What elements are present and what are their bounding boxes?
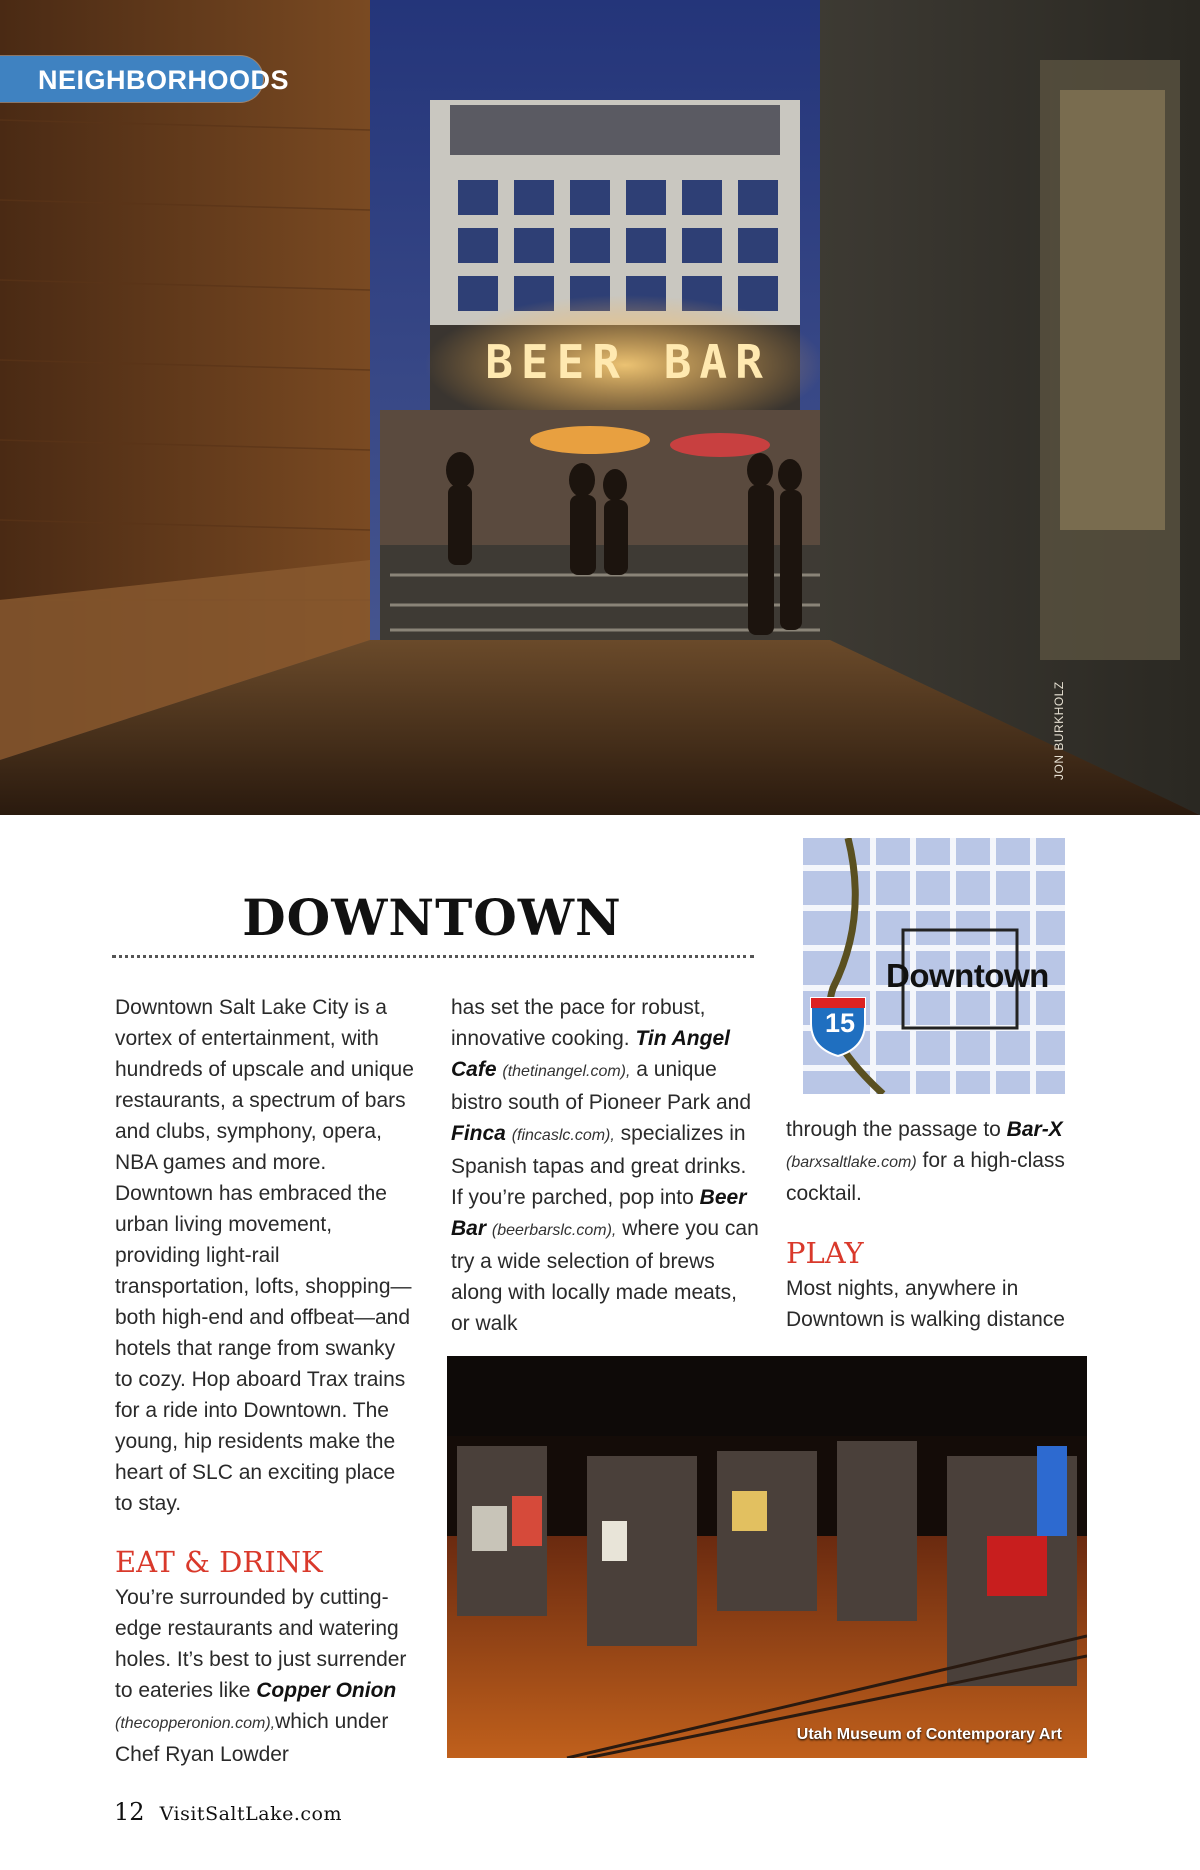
barx-name: Bar-X [1006,1118,1063,1141]
eat-drink-paragraph-start: You’re surrounded by cutting-edge restaurants and watering holes. It’s best to just surrender to eateries like Copper Onion (thecopperonion.com),which under Chef Ryan Lowder [115,1586,407,1766]
play-heading: PLAY [786,1236,864,1270]
copper-onion-url: (thecopperonion.com), [115,1715,276,1732]
copper-onion-name: Copper Onion [256,1679,397,1702]
gallery-illustration [447,1356,1087,1758]
beer-bar-url: (beerbarslc.com), [491,1222,617,1239]
article-column-2 [451,992,761,1339]
intro-paragraph: Downtown Salt Lake City is a vortex of entertainment, with hundreds of upscale and unique restaurants, a spectrum of bars and clubs, symphony, opera, NBA games and more. Downtown has embraced the urban living movement, providing light-rail transportation, lofts, shopping—both high-end and offbeat—and hotels that range from swanky to cozy. Hop aboard Trax trains for a ride into Downtown. The young, hip residents make the heart of SLC an exciting place to stay. [115,996,414,1515]
beer-bar-sign: BEER BAR [485,335,771,389]
downtown-map [803,838,1065,1094]
barx-url: (barxsaltlake.com) [786,1154,917,1171]
museum-photo [447,1356,1087,1758]
eat-drink-heading: EAT & DRINK [115,1545,323,1579]
hero-photo [0,0,1200,815]
photo-credit: JON BURKHOLZ [1052,681,1066,780]
finca-name: Finca [451,1122,506,1145]
dotted-divider [112,955,754,958]
beer-bar-name: Beer Bar [451,1186,747,1240]
tin-angel-name: Tin Angel Cafe [451,1027,730,1081]
alley-illustration [0,0,1200,815]
article-headline: DOWNTOWN [242,888,622,947]
interstate-number: 15 [824,1008,856,1038]
museum-caption: Utah Museum of Contemporary Art [796,1726,1062,1743]
section-tag [0,56,290,102]
map-label: Downtown [886,957,1049,994]
section-tag-label: NEIGHBORHOODS [38,65,290,95]
site-url[interactable]: VisitSaltLake.com [159,1803,342,1825]
finca-url: (fincaslc.com), [511,1127,615,1144]
page-number: 12 [114,1798,145,1826]
barx-paragraph: through the passage to Bar-X (barxsaltlake.com) for a high-class cocktail. [786,1118,1065,1205]
article-column-3 [786,1114,1096,1335]
tin-angel-url: (thetinangel.com), [502,1063,631,1080]
article-column-1 [115,992,415,1770]
page-footer [114,1798,342,1826]
eat-drink-paragraph-cont: has set the pace for robust, innovative cooking. Tin Angel Cafe (thetinangel.com), a unique bistro south of Pioneer Park and Finca (fincaslc.com), specializes in Spanish tapas and great drinks. If you’re parched, pop into Beer Bar (beerbarslc.com), where you can try a wide selection of brews along with locally made meats, or walk [451,996,759,1335]
play-paragraph: Most nights, anywhere in Downtown is walking distance [786,1277,1065,1331]
